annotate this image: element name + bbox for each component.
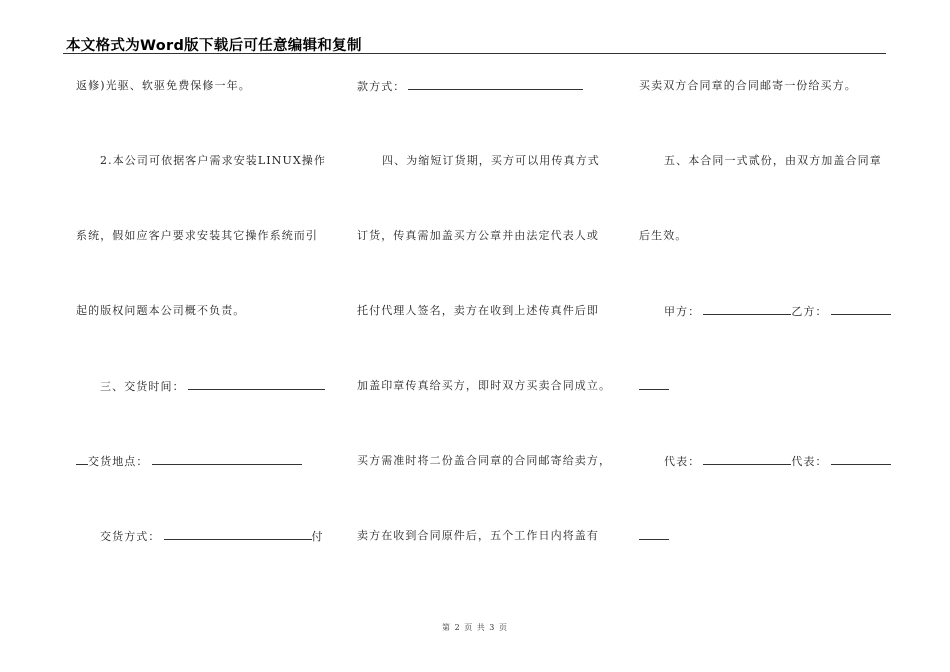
representative-b-blank [831, 454, 891, 465]
party-b-label: 乙方： [791, 305, 828, 318]
right-line-3: 后生效。 [639, 229, 688, 242]
middle-line-7: 卖方在收到合同原件后，五个工作日内将盖有 [357, 529, 599, 542]
delivery-place-leading-blank [76, 454, 88, 465]
page-number-footer: 第 2 页 共 3 页 [442, 623, 508, 632]
party-a-label: 甲方： [664, 305, 701, 318]
delivery-place-blank [152, 454, 302, 465]
delivery-time-blank [188, 379, 325, 390]
representative-a-label: 代表： [664, 455, 701, 468]
delivery-method-line [100, 529, 324, 544]
left-line-1: 返修)光驱、软驱免费保修一年。 [76, 79, 251, 92]
delivery-method-tail: 付 [311, 530, 324, 543]
document-header-title: 本文格式为Word版下载后可任意编辑和复制 [66, 38, 362, 54]
left-line-2: 2.本公司可依据客户需求安装LINUX操作 [100, 154, 326, 167]
payment-method-line [357, 79, 583, 94]
middle-line-4: 托付代理人签名，卖方在收到上述传真件后即 [357, 304, 599, 317]
signature-party-line [664, 304, 891, 319]
header-rule [63, 53, 886, 54]
party-b-blank [831, 304, 891, 315]
middle-line-2: 四、为缩短订货期，买方可以用传真方式 [382, 154, 600, 167]
signature-representative-line [664, 454, 891, 469]
party-b-blank-continued [639, 379, 669, 390]
middle-line-3: 订货，传真需加盖买方公章并由法定代表人或 [357, 229, 599, 242]
middle-line-5: 加盖印章传真给买方，即时双方买卖合同成立。 [357, 379, 612, 392]
left-line-3: 系统，假如应客户要求安装其它操作系统而引 [76, 229, 318, 242]
delivery-method-blank [164, 529, 312, 540]
signature-representative-continuation [639, 529, 669, 544]
payment-method-label: 款方式： [357, 80, 406, 93]
right-line-1: 买卖双方合同章的合同邮寄一份给买方。 [639, 79, 857, 92]
delivery-place-label: 交货地点： [88, 455, 149, 468]
middle-line-6: 买方需准时将二份盖合同章的合同邮寄给卖方， [357, 454, 612, 467]
representative-b-label: 代表： [791, 455, 828, 468]
delivery-time-line [100, 379, 325, 394]
representative-b-blank-continued [639, 529, 669, 540]
delivery-time-label: 三、交货时间： [100, 380, 185, 393]
signature-party-continuation [639, 379, 669, 394]
delivery-method-label: 交货方式： [100, 530, 161, 543]
delivery-place-line [76, 454, 302, 469]
payment-method-blank [408, 79, 583, 90]
right-line-2: 五、本合同一式贰份，由双方加盖合同章 [664, 154, 882, 167]
left-line-4: 起的版权问题本公司概不负责。 [76, 304, 246, 317]
representative-a-blank [703, 454, 791, 465]
party-a-blank [703, 304, 791, 315]
